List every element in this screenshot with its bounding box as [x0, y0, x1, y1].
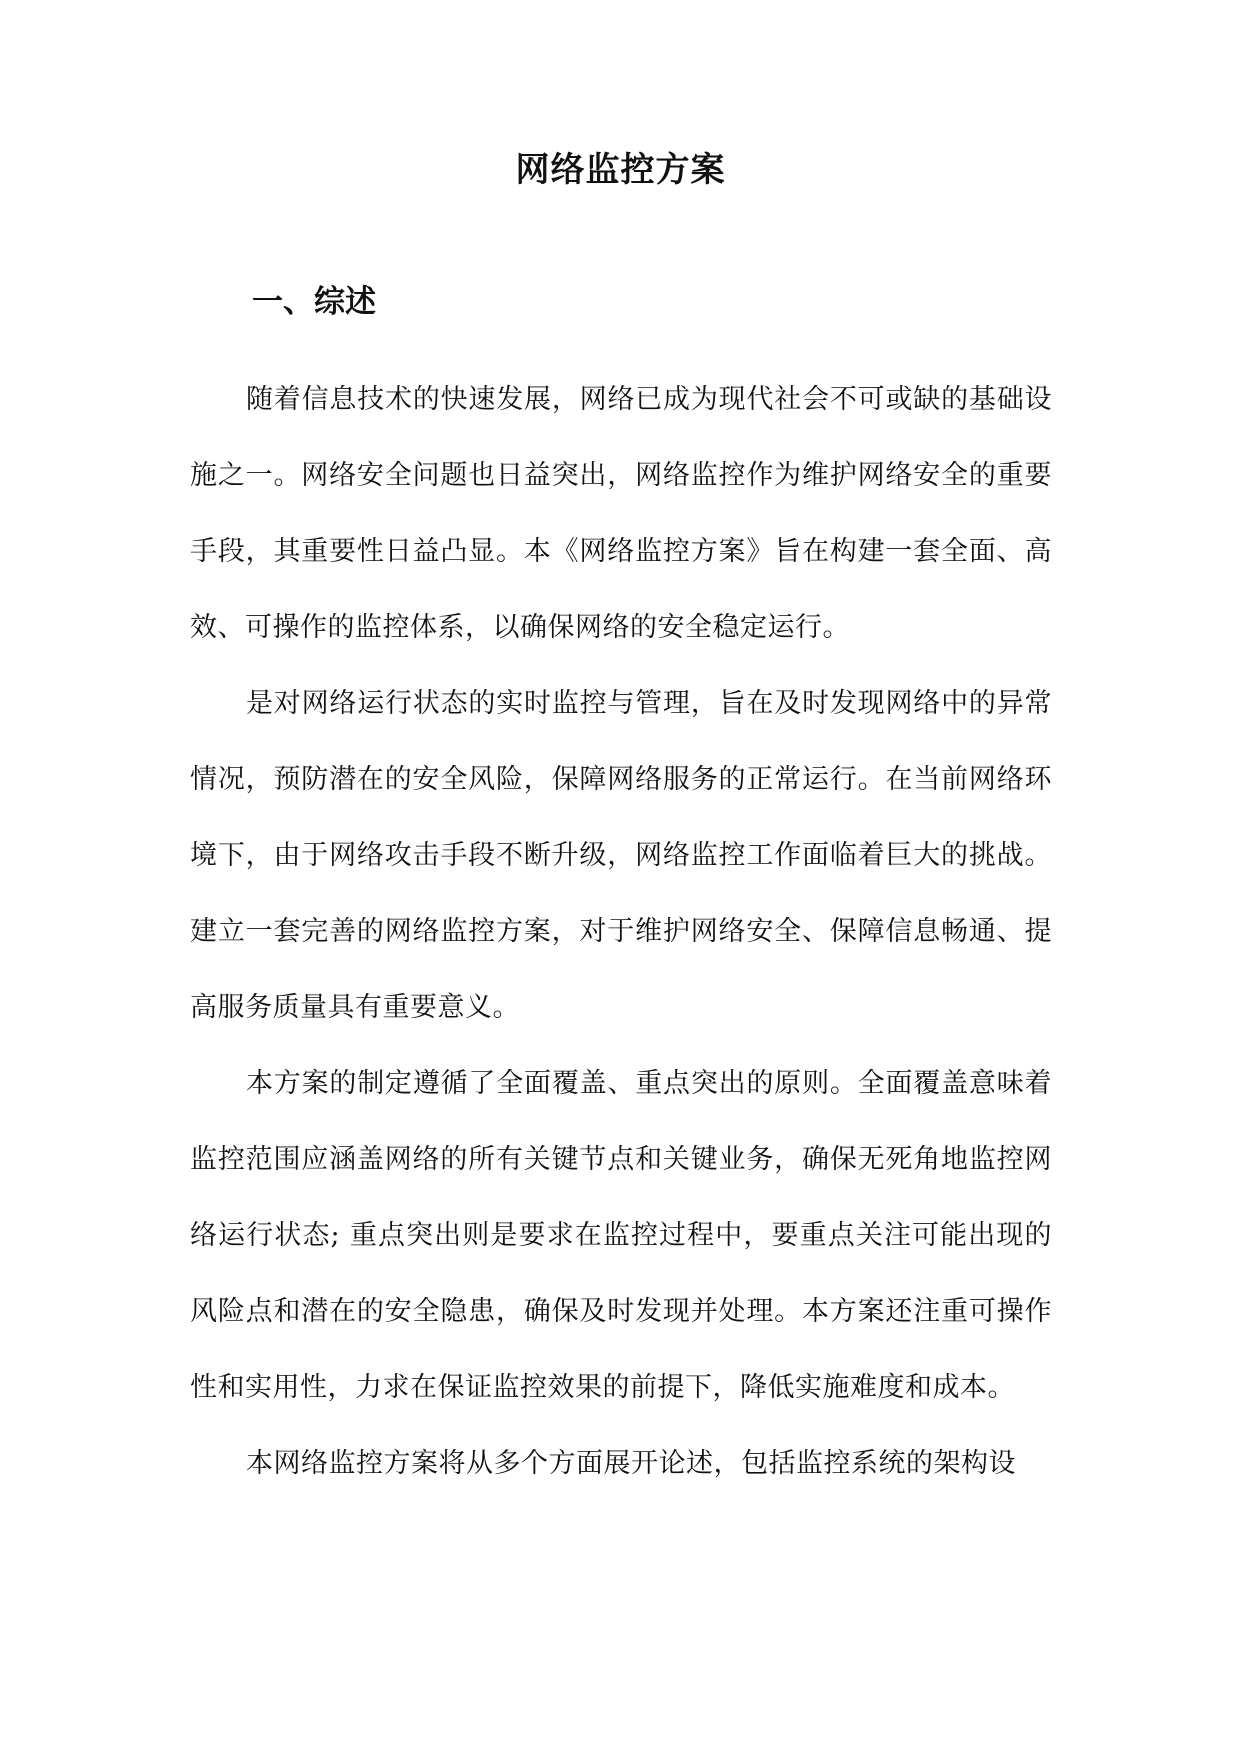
paragraph: 本方案的制定遵循了全面覆盖、重点突出的原则。全面覆盖意味着监控范围应涵盖网络的所有关键节点和关键业务，确保无死角地监控网络运行状态; 重点突出则是要求在监控过程中，要重点关注可能出现的风险点和潜在的安全隐患，确保及时发现并处理。本方案还注重可操作性和实用性，力求在保证监控效果的前提下，降低实施难度和成本。: [190, 1068, 1052, 1403]
paragraph: 随着信息技术的快速发展，网络已成为现代社会不可或缺的基础设施之一。网络安全问题也日益突出，网络监控作为维护网络安全的重要手段，其重要性日益凸显。本《网络监控方案》旨在构建一套全面、高效、可操作的监控体系，以确保网络的安全稳定运行。: [190, 384, 1052, 643]
section-body: [190, 362, 1052, 1502]
paragraph: 是对网络运行状态的实时监控与管理，旨在及时发现网络中的异常情况，预防潜在的安全风险，保障网络服务的正常运行。在当前网络环境下，由于网络攻击手段不断升级，网络监控工作面临着巨大的挑战。建立一套完善的网络监控方案，对于维护网络安全、保障信息畅通、提高服务质量具有重要意义。: [190, 688, 1052, 1023]
section-heading-overview: 一、综述: [252, 284, 376, 320]
paragraph: 本网络监控方案将从多个方面展开论述，包括监控系统的架构设: [246, 1448, 1016, 1479]
document-title: 网络监控方案: [515, 150, 726, 190]
